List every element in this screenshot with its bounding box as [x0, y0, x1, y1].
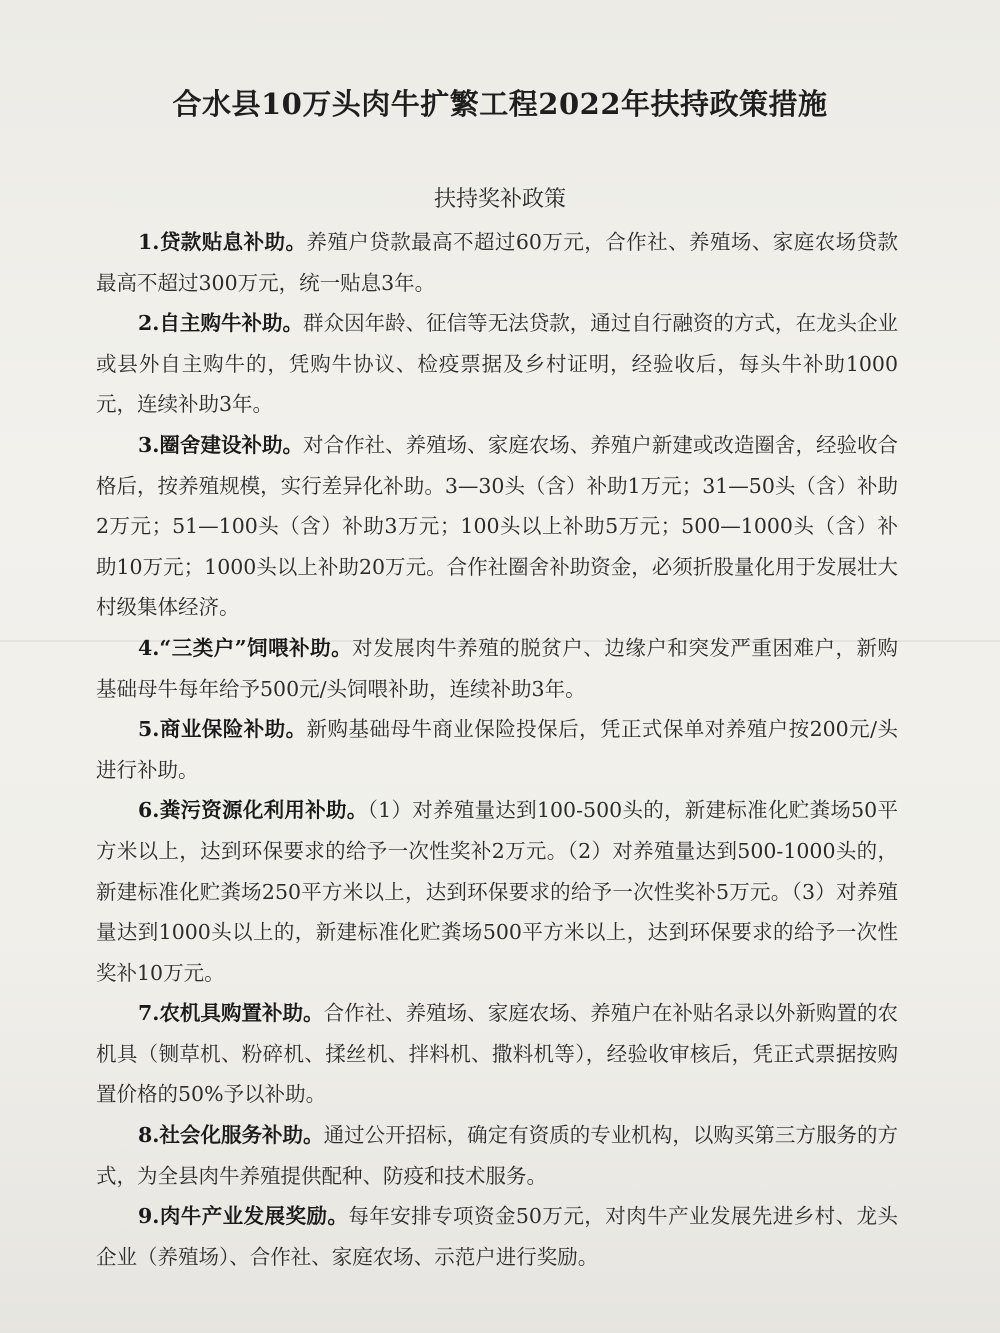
policy-item-heading: 5.商业保险补助。 [138, 717, 307, 742]
policy-item-self-purchase [96, 303, 898, 425]
policy-item-heading: 6.粪污资源化利用补助。 [138, 798, 368, 823]
policy-item-heading: 4.“三类户”饲喂补助。 [138, 635, 353, 660]
policy-item-text: 每年安排专项资金50万元，对肉牛产业发展先进乡村、龙头企业（养殖场）、合作社、家庭农场、示范户进行奖励。 [96, 1204, 898, 1269]
policy-item-text: （1）对养殖量达到100-500头的，新建标准化贮粪场50平方米以上，达到环保要求的给予一次性奖补2万元。（2）对养殖量达到500-1000头的，新建标准化贮粪场250平方米以上，达到环保要求的给予一次性奖补5万元。（3）对养殖量达到1000头以上的，新建标准化贮粪场500平方米以上，达到环保要求的给予一次性奖补10万元。 [96, 798, 898, 985]
policy-item-manure-utilization [96, 790, 898, 993]
policy-item-heading: 3.圈舍建设补助。 [138, 432, 304, 457]
policy-item-barn-construction [96, 425, 898, 628]
policy-item-loan-interest [96, 222, 898, 303]
policy-item-social-service [96, 1115, 898, 1196]
policy-item-insurance [96, 709, 898, 790]
policy-item-feeding-subsidy [96, 628, 898, 709]
policy-item-text: 通过公开招标，确定有资质的专业机构，以购买第三方服务的方式，为全县肉牛养殖提供配种、防疫和技术服务。 [96, 1123, 899, 1188]
policy-item-heading: 8.社会化服务补助。 [138, 1123, 324, 1148]
policy-item-text: 新购基础母牛商业保险投保后，凭正式保单对养殖户按200元/头进行补助。 [96, 717, 898, 782]
policy-item-heading: 7.农机具购置补助。 [138, 1001, 324, 1026]
policy-item-heading: 1.贷款贴息补助。 [138, 230, 307, 254]
policy-item-text: 合作社、养殖场、家庭农场、养殖户在补贴名录以外新购置的农机具（铡草机、粉碎机、揉丝机、拌料机、撒料机等），经验收审核后，凭正式票据按购置价格的50%予以补助。 [96, 1001, 899, 1107]
section-heading: 扶持奖补政策 [433, 187, 566, 212]
policy-item-text: 对发展肉牛养殖的脱贫户、边缘户和突发严重困难户，新购基础母牛每年给予500元/头饲喂补助，连续补助3年。 [96, 635, 899, 701]
policy-item-machinery [96, 993, 898, 1115]
policy-item-text: 群众因年龄、征信等无法贷款，通过自行融资的方式，在龙头企业或县外自主购牛的，凭购牛协议、检疫票据及乡村证明，经验收后，每头牛补助1000元，连续补助3年。 [96, 311, 899, 417]
policy-item-heading: 2.自主购牛补助。 [138, 311, 304, 336]
document-title: 合水县10万头肉牛扩繁工程2022年扶持政策措施 [172, 87, 828, 121]
policy-item-text: 养殖户贷款最高不超过60万元，合作社、养殖场、家庭农场贷款最高不超过300万元，统一贴息3年。 [96, 230, 898, 295]
policy-item-text: 对合作社、养殖场、家庭农场、养殖户新建或改造圈舍，经验收合格后，按养殖规模，实行差异化补助。3—30头（含）补助1万元；31—50头（含）补助2万元；51—100头（含）补助3万元；100头以上补助5万元；500—1000头（含）补助10万元；1000头以上补助20万元。合作社圈舍补助资金，必须折股量化用于发展壮大村级集体经济。 [96, 432, 899, 620]
policy-list [96, 222, 898, 1277]
policy-item-industry-award [96, 1196, 898, 1277]
policy-item-heading: 9.肉牛产业发展奖励。 [138, 1204, 349, 1229]
